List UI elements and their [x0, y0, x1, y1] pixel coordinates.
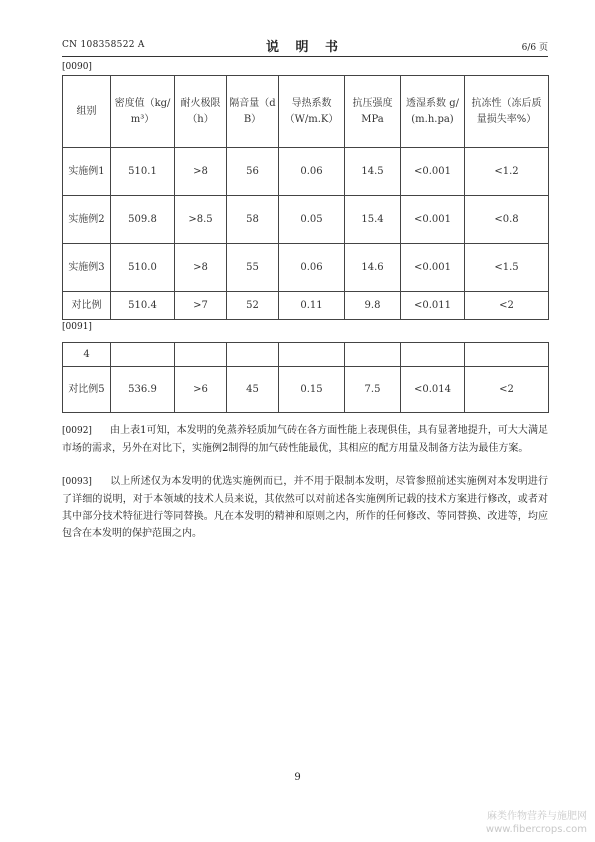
- table-cell: >8: [175, 148, 227, 196]
- table-cell: 45: [227, 367, 279, 413]
- table-cell: [279, 343, 345, 367]
- table-cell: <1.5: [465, 244, 549, 292]
- column-header: 导热系数（W/m.K）: [279, 76, 345, 148]
- table-cell: <0.014: [401, 367, 465, 413]
- column-header: 抗冻性（冻后质量损失率%）: [465, 76, 549, 148]
- column-header: 透湿系数 g/(m.h.pa): [401, 76, 465, 148]
- table-cell: >8: [175, 244, 227, 292]
- table-cell: 0.06: [279, 148, 345, 196]
- table-cell: [227, 343, 279, 367]
- table-cell: [111, 343, 175, 367]
- page-of-total: 6/6 页: [521, 43, 548, 53]
- table-cell: >7: [175, 292, 227, 320]
- paragraph-number: [0093]: [62, 477, 92, 487]
- table-cell: [175, 343, 227, 367]
- table-cell: 14.6: [345, 244, 401, 292]
- table-cell: 58: [227, 196, 279, 244]
- table-cell: 56: [227, 148, 279, 196]
- table-cell: 实施例1: [63, 148, 111, 196]
- table-cell: >6: [175, 367, 227, 413]
- column-header: 隔音量（dB）: [227, 76, 279, 148]
- table-cell: [465, 343, 549, 367]
- header-divider: [62, 56, 548, 57]
- table-cell: 536.9: [111, 367, 175, 413]
- table-cell: <2: [465, 292, 549, 320]
- table-cell: 510.4: [111, 292, 175, 320]
- watermark-url: www.fibercrops.com: [485, 824, 587, 835]
- properties-table-continued: [62, 342, 549, 413]
- table-row: [63, 292, 549, 320]
- table-cell: 0.06: [279, 244, 345, 292]
- paragraph-number: [0092]: [62, 426, 92, 436]
- table-cell: <0.001: [401, 196, 465, 244]
- table-cell: 0.05: [279, 196, 345, 244]
- table-cell: 对比例5: [63, 367, 111, 413]
- table-cell: <0.001: [401, 244, 465, 292]
- table-cell: 0.11: [279, 292, 345, 320]
- column-header: 抗压强度 MPa: [345, 76, 401, 148]
- table-cell: 14.5: [345, 148, 401, 196]
- table-row: [63, 196, 549, 244]
- table-row: [63, 244, 549, 292]
- page-header: [62, 36, 548, 54]
- table-cell: <2: [465, 367, 549, 413]
- page-number: 9: [294, 772, 301, 783]
- table-cell: <0.011: [401, 292, 465, 320]
- paragraph-0093: [62, 473, 548, 542]
- watermark-title: 麻类作物营养与施肥网: [487, 811, 587, 822]
- table-cell: 9.8: [345, 292, 401, 320]
- paragraph-0092: [62, 422, 548, 457]
- table-cell: 510.1: [111, 148, 175, 196]
- table-cell: <0.8: [465, 196, 549, 244]
- table-cell: 55: [227, 244, 279, 292]
- table-cell: 510.0: [111, 244, 175, 292]
- properties-table: [62, 75, 549, 320]
- table-cell: 7.5: [345, 367, 401, 413]
- table-cell: 4: [63, 343, 111, 367]
- table-cell: 509.8: [111, 196, 175, 244]
- table-row: [63, 367, 549, 413]
- table-cell: >8.5: [175, 196, 227, 244]
- table-cell: [401, 343, 465, 367]
- site-watermark: [486, 810, 587, 836]
- column-header: 耐火极限（h）: [175, 76, 227, 148]
- patent-number: CN 108358522 A: [62, 40, 145, 50]
- table-cell: 0.15: [279, 367, 345, 413]
- table-cell: <0.001: [401, 148, 465, 196]
- column-header: 密度值（kg/m³）: [111, 76, 175, 148]
- document-title: 说 明 书: [265, 40, 345, 55]
- table-cell: 实施例2: [63, 196, 111, 244]
- table-cell: [345, 343, 401, 367]
- paragraph-text: 由上表1可知，本发明的免蒸养轻质加气砖在各方面性能上表现俱佳，具有显著地提升，可大大满足市场的需求，另外在对比下，实施例2制得的加气砖性能最优，其相应的配方用量及制备方法为最佳方案。: [62, 425, 548, 454]
- table-cell: 实施例3: [63, 244, 111, 292]
- table-row: [63, 343, 549, 367]
- table-cell: <1.2: [465, 148, 549, 196]
- paragraph-number-0090: [0090]: [62, 62, 92, 72]
- table-header-row: [63, 76, 549, 148]
- table-cell: 对比例: [63, 292, 111, 320]
- table-cell: 15.4: [345, 196, 401, 244]
- table-row: [63, 148, 549, 196]
- table-cell: 52: [227, 292, 279, 320]
- paragraph-number-0091: [0091]: [62, 322, 92, 332]
- paragraph-text: 以上所述仅为本发明的优选实施例而已，并不用于限制本发明，尽管参照前述实施例对本发明进行了详细的说明，对于本领域的技术人员来说，其依然可以对前述各实施例所记载的技术方案进行修改，或者对其中部分技术特征进行等同替换。凡在本发明的精神和原则之内，所作的任何修改、等同替换、改进等，均应包含在本发明的保护范围之内。: [62, 476, 548, 539]
- column-header: 组别: [63, 76, 111, 148]
